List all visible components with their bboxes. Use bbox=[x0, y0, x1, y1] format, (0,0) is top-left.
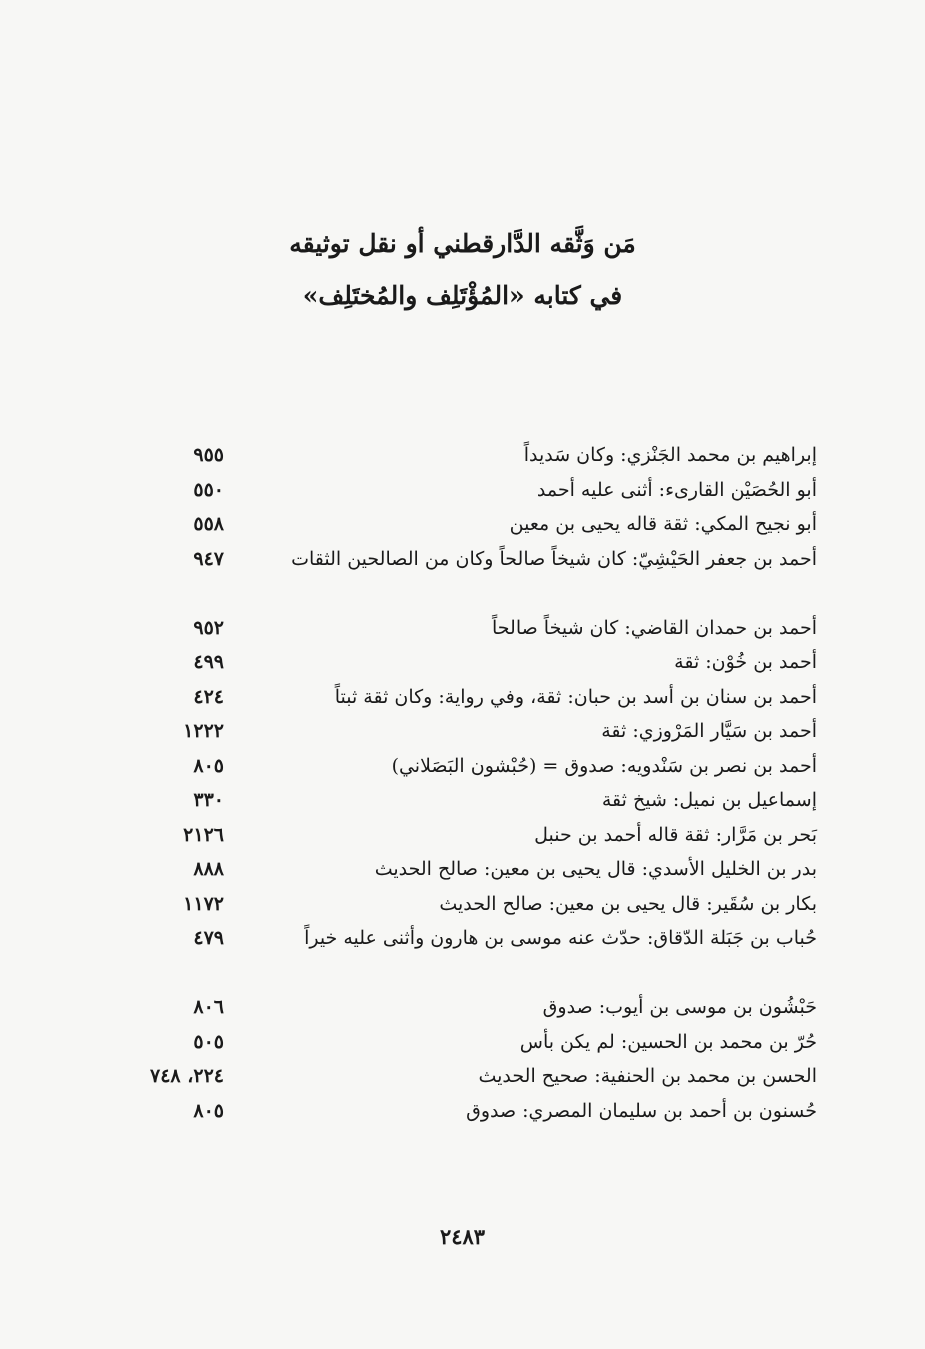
page-number: ٢٤٨٣ bbox=[439, 1224, 486, 1249]
entry-text: أحمد بن سَيَّار المَرْوزي: ثقة bbox=[601, 720, 817, 742]
list-item bbox=[0, 473, 925, 508]
entry-text: إبراهيم بن محمد الجَنْزي: وكان سَديداً bbox=[523, 444, 817, 466]
entry-text: الحسن بن محمد بن الحنفية: صحيح الحديث bbox=[478, 1065, 817, 1087]
list-item bbox=[0, 1025, 925, 1060]
entry-text: إسماعيل بن نميل: شيخ ثقة bbox=[601, 789, 817, 811]
entry-text: أحمد بن خُوْن: ثقة bbox=[674, 651, 817, 673]
entry-text: حُرّ بن محمد بن الحسين: لم يكن بأس bbox=[519, 1030, 817, 1053]
entry-text: حُسنون بن أحمد بن سليمان المصري: صدوق bbox=[466, 1099, 817, 1122]
list-item bbox=[0, 783, 925, 818]
entry-number: ٩٤٧ bbox=[193, 547, 224, 570]
entry-number: ٨٠٦ bbox=[193, 996, 224, 1018]
entry-text: بَحر بن مَرَّار: ثقة قاله أحمد بن حنبل bbox=[534, 823, 817, 846]
chapter-title bbox=[0, 218, 925, 322]
entry-text: حَبْشُون بن موسى بن أيوب: صدوق bbox=[542, 996, 817, 1018]
entry-text: بكار بن سُقَير: قال يحيى بن معين: صالح الحديث bbox=[439, 892, 817, 915]
list-item bbox=[0, 818, 925, 853]
entry-number: ٥٥٠ bbox=[193, 478, 224, 501]
entry-number: ٨٠٥ bbox=[193, 754, 224, 777]
list-item bbox=[0, 438, 925, 473]
entry-number: ٤٧٩ bbox=[193, 927, 224, 949]
list-item bbox=[0, 507, 925, 542]
list-item bbox=[0, 1094, 925, 1129]
entry-text: أبو نجيح المكي: ثقة قاله يحيى بن معين bbox=[509, 513, 817, 535]
entry-text: بدر بن الخليل الأسدي: قال يحيى بن معين: صالح الحديث bbox=[374, 858, 817, 880]
list-item bbox=[0, 645, 925, 680]
list-item bbox=[0, 990, 925, 1025]
list-item bbox=[0, 680, 925, 715]
entry-number: ٥٥٨ bbox=[193, 513, 224, 535]
entry-number: ٨٠٥ bbox=[193, 1099, 224, 1122]
entry-text: أبو الحُصَيْن القارىء: أثنى عليه أحمد bbox=[536, 478, 817, 501]
entry-number: ٣٣٠ bbox=[193, 789, 224, 811]
entry-number: ٢١٢٦ bbox=[183, 823, 224, 846]
entry-number: ١٢٢٢ bbox=[183, 720, 224, 742]
entry-text: أحمد بن حمدان القاضي: كان شيخاً صالحاً bbox=[491, 616, 817, 639]
list-item bbox=[0, 1059, 925, 1094]
entry-number: ٩٥٢ bbox=[193, 616, 224, 639]
entry-text: أحمد بن نصر بن سَنْدويه: صدوق = (حُبْشون البَصَلاني) bbox=[391, 754, 817, 777]
entry-number: ٤٢٤ bbox=[193, 685, 224, 708]
list-item bbox=[0, 887, 925, 922]
entry-number: ٥٠٥ bbox=[193, 1030, 224, 1053]
list-item bbox=[0, 542, 925, 611]
entry-text: حُباب بن جَبَلة الدّقاق: حدّث عنه موسى بن هارون وأثنى عليه خيراً bbox=[304, 927, 817, 949]
entry-number: ٨٨٨ bbox=[193, 858, 224, 880]
list-item bbox=[0, 921, 925, 990]
list-item bbox=[0, 611, 925, 646]
entry-number: ٩٥٥ bbox=[193, 444, 224, 466]
list-item bbox=[0, 852, 925, 887]
entry-list bbox=[0, 438, 925, 1128]
entry-number: ٢٢٤، ٧٤٨ bbox=[150, 1065, 224, 1087]
title-line-1: مَن وَثَّقه الدَّارقطني أو نقل توثيقه bbox=[289, 229, 636, 258]
entry-text: أحمد بن سنان بن أسد بن حبان: ثقة، وفي رواية: وكان ثقة ثبتاً bbox=[334, 685, 817, 708]
entry-number: ٤٩٩ bbox=[193, 651, 224, 673]
entry-number: ١١٧٢ bbox=[183, 892, 224, 915]
list-item bbox=[0, 714, 925, 749]
list-item bbox=[0, 749, 925, 784]
entry-text: أحمد بن جعفر الحَيْشِيّ: كان شيخاً صالحاً وكان من الصالحين الثقات bbox=[291, 547, 817, 570]
title-line-2: في كتابه «المُؤْتَلِف والمُختَلِف» bbox=[302, 281, 623, 310]
